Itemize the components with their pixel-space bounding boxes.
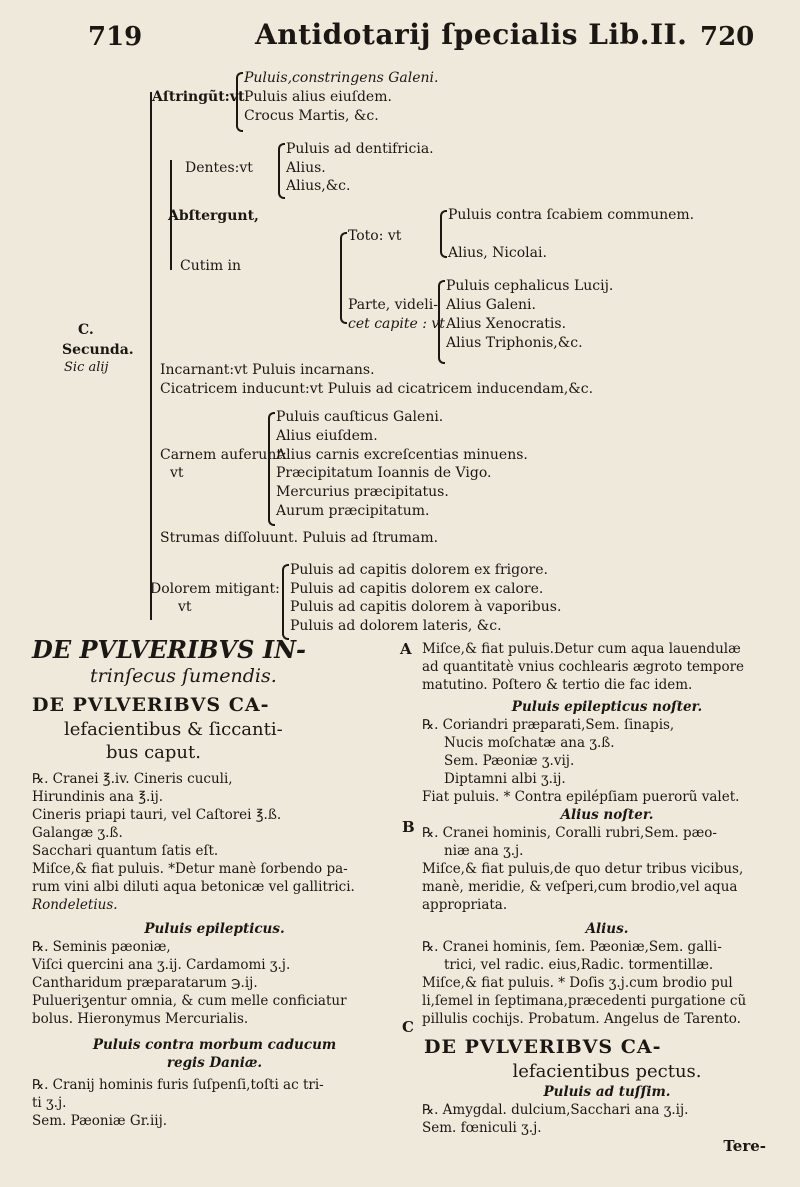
left-heading-1b: trinſecus ſumendis.: [90, 665, 277, 687]
right-line: Sem. Pæoniæ ʒ.vij.: [444, 753, 575, 769]
tree-puluis-calore: Puluis ad capitis dolorem ex calore.: [290, 581, 544, 597]
tree-aurum: Aurum præcipitatum.: [276, 503, 430, 519]
tree-puluis-vaporibus: Puluis ad capitis dolorem à vaporibus.: [290, 599, 562, 615]
right-recipe-3: [422, 824, 792, 914]
right-line: Sem. fœniculi ʒ.j.: [422, 1120, 542, 1136]
right-heading-1: Puluis epilepticus noſter.: [511, 699, 703, 715]
brace-toto: [440, 210, 447, 258]
right-heading-4: DE PVLVERIBVS CA-: [424, 1036, 662, 1058]
left-line: ℞. Seminis pæoniæ,: [32, 939, 171, 955]
right-column: [422, 640, 792, 1155]
tree-vt: vt: [170, 465, 184, 481]
right-line: ℞. Cranei hominis, ſem. Pæoniæ,Sem. galli-: [422, 939, 722, 955]
right-line: matutino. Poſtero & tertio die fac idem.: [422, 677, 693, 693]
right-line: niæ ana ʒ.j.: [444, 843, 524, 859]
left-recipe-1: [32, 770, 397, 914]
right-line: li,ſemel in ſeptimana,præcedenti purgatione cũ: [422, 993, 747, 1009]
left-recipe-3: [32, 1076, 397, 1130]
tree-strumas: Strumas diſſoluunt. Puluis ad ſtrumam.: [160, 530, 439, 546]
margin-secunda: Secunda.: [62, 342, 134, 358]
left-line: Sacchari quantum ſatis eſt.: [32, 843, 219, 859]
tree-toto: Toto: vt: [348, 228, 402, 244]
left-heading-1: DE PVLVERIBVS IN-: [32, 635, 306, 664]
page-number-left: 719: [88, 22, 143, 52]
page-number-right: 720: [700, 22, 755, 52]
right-line: trici, vel radic. eius,Radic. tormentillæ.: [444, 957, 714, 973]
tree-alius-carnis: Alius carnis excreſcentias minuens.: [276, 447, 528, 463]
left-line: Cantharidum præparatarum ℈.ij.: [32, 975, 258, 991]
tree-crocus: Crocus Martis, &c.: [244, 108, 379, 124]
tree-puluis-alius: Puluis alius eiuſdem.: [244, 89, 392, 105]
tree-puluis-scabiem: Puluis contra ſcabiem communem.: [448, 207, 695, 223]
tree-puluis-lateris: Puluis ad dolorem lateris, &c.: [290, 618, 502, 634]
margin-letter-a: A: [400, 640, 412, 658]
right-line: Miſce,& fiat puluis. * Doſis ʒ.j.cum brodio pul: [422, 975, 733, 991]
right-line: pillulis cochijs. Probatum. Angelus de Tarento.: [422, 1011, 741, 1027]
brace-dolorem: [282, 564, 289, 640]
margin-c: C.: [78, 322, 94, 338]
right-heading-2: Alius noſter.: [560, 807, 654, 823]
right-recipe-1: [422, 640, 792, 694]
right-heading-5: Puluis ad tuſſim.: [543, 1084, 671, 1100]
right-recipe-5: [422, 1101, 792, 1137]
tree-puluis-cephalicus: Puluis cephalicus Lucij.: [446, 278, 614, 294]
right-line: Fiat puluis. * Contra epilépſiam puerorũ valet.: [422, 789, 740, 805]
left-line: Sem. Pæoniæ Gr.iij.: [32, 1113, 168, 1129]
right-line: manè, meridie, & veſperi,cum brodio,vel aqua: [422, 879, 738, 895]
left-line: Viſci quercini ana ʒ.ij. Cardamomi ʒ.j.: [32, 957, 291, 973]
left-line: ℞. Cranei ℥.iv. Cineris cuculi,: [32, 771, 233, 787]
tree-puluis-causticus: Puluis cauſticus Galeni.: [276, 409, 444, 425]
right-line: Diptamni albi ʒ.ij.: [444, 771, 566, 787]
margin-letter-b: B: [402, 818, 415, 836]
right-heading-4b: lefacientibus pectus.: [512, 1061, 702, 1082]
right-recipe-2: [422, 716, 792, 806]
left-heading-4: Puluis contra morbum caducum: [92, 1037, 337, 1053]
tree-puluis-constringens: Puluis,constringens Galeni.: [244, 70, 439, 86]
tree-carnem: Carnem auferunt:: [160, 447, 287, 463]
tree-alius-1: Alius.: [286, 160, 326, 176]
right-line: ℞. Coriandri præparati,Sem. ſinapis,: [422, 717, 675, 733]
left-heading-2c: bus caput.: [106, 742, 201, 763]
tree-cet-capite: cet capite : vt: [348, 316, 445, 332]
left-line: Hirundinis ana ℥.ij.: [32, 789, 164, 805]
left-line: Miſce,& fiat puluis. *Detur manè ſorbendo pa-: [32, 861, 348, 877]
tree-vt-2: vt: [178, 599, 192, 615]
margin-letter-c: C: [402, 1018, 414, 1036]
tree-alius-xenocratis: Alius Xenocratis.: [446, 316, 567, 332]
left-heading-2: DE PVLVERIBVS CA-: [32, 694, 270, 716]
tree-puluis-frigore: Puluis ad capitis dolorem ex frigore.: [290, 562, 548, 578]
tree-cicatricem: Cicatricem inducunt:vt Puluis ad cicatricem inducendam,&c.: [160, 381, 594, 397]
tree-parte: Parte, videli-: [348, 297, 438, 313]
left-line: Rondeletius.: [32, 897, 118, 913]
left-line: Pulueriʒentur omnia, & cum melle conficiatur: [32, 993, 347, 1009]
tree-alius-nicolai: Alius, Nicolai.: [448, 245, 547, 261]
left-line: ti ʒ.j.: [32, 1095, 67, 1111]
tree-dolorem: Dolorem mitigant:: [150, 581, 280, 597]
right-recipe-4: [422, 938, 792, 1028]
tree-incarnant: Incarnant:vt Puluis incarnans.: [160, 362, 375, 378]
left-line: rum vini albi diluti aqua betonicæ vel gallitrici.: [32, 879, 355, 895]
left-recipe-2: [32, 938, 397, 1028]
right-line: appropriata.: [422, 897, 508, 913]
right-line: Miſce,& fiat puluis,de quo detur tribus vicibus,: [422, 861, 744, 877]
left-line: Cineris priapi tauri, vel Caſtorei ℥.ß.: [32, 807, 282, 823]
tree-cutim: Cutim in: [180, 258, 242, 274]
left-heading-2b: lefacientibus & ſiccanti-: [64, 719, 283, 740]
right-line: Nucis moſchatæ ana ʒ.ß.: [444, 735, 615, 751]
right-line: Miſce,& fiat puluis.Detur cum aqua lauendulæ: [422, 641, 741, 657]
tree-alius-eiusdem: Alius eiuſdem.: [276, 428, 378, 444]
catchword: Tere-: [723, 1137, 766, 1155]
right-heading-3: Alius.: [585, 921, 629, 937]
left-line: bolus. Hieronymus Mercurialis.: [32, 1011, 249, 1027]
right-line: ℞. Cranei hominis, Coralli rubri,Sem. pæo-: [422, 825, 717, 841]
tree-alius-triphonis: Alius Triphonis,&c.: [446, 335, 583, 351]
left-heading-4b: regis Daniæ.: [166, 1055, 263, 1071]
left-heading-3: Puluis epilepticus.: [144, 921, 285, 937]
right-line: ad quantitatè vnius cochlearis ægroto tempore: [422, 659, 745, 675]
tree-praecipitatum: Præcipitatum Ioannis de Vigo.: [276, 465, 492, 481]
right-line: ℞. Amygdal. dulcium,Sacchari ana ʒ.ij.: [422, 1102, 689, 1118]
tree-astringunt: Aſtringũt:vt: [152, 89, 245, 105]
left-line: Galangæ ʒ.ß.: [32, 825, 123, 841]
tree-alius-2: Alius,&c.: [286, 178, 351, 194]
brace-dentes: [278, 143, 285, 199]
tree-alius-galeni: Alius Galeni.: [446, 297, 536, 313]
tree-dentes: Dentes:vt: [185, 160, 253, 176]
left-line: ℞. Cranij hominis furis ſuſpenſi,toſti ac tri-: [32, 1077, 324, 1093]
brace-cutim: [340, 232, 347, 324]
brace-carnem: [268, 412, 275, 526]
tree-puluis-dentifricius: Puluis ad dentifricia.: [286, 141, 434, 157]
margin-sic-alij: Sic alij: [64, 360, 109, 375]
left-column: [32, 636, 397, 1130]
tree-main-line: [150, 92, 152, 620]
running-title: Antidotarij ſpecialis Lib.II.: [255, 18, 688, 51]
tree-mercurius: Mercurius præcipitatus.: [276, 484, 449, 500]
tree-abstergunt: Abſtergunt,: [168, 208, 259, 224]
